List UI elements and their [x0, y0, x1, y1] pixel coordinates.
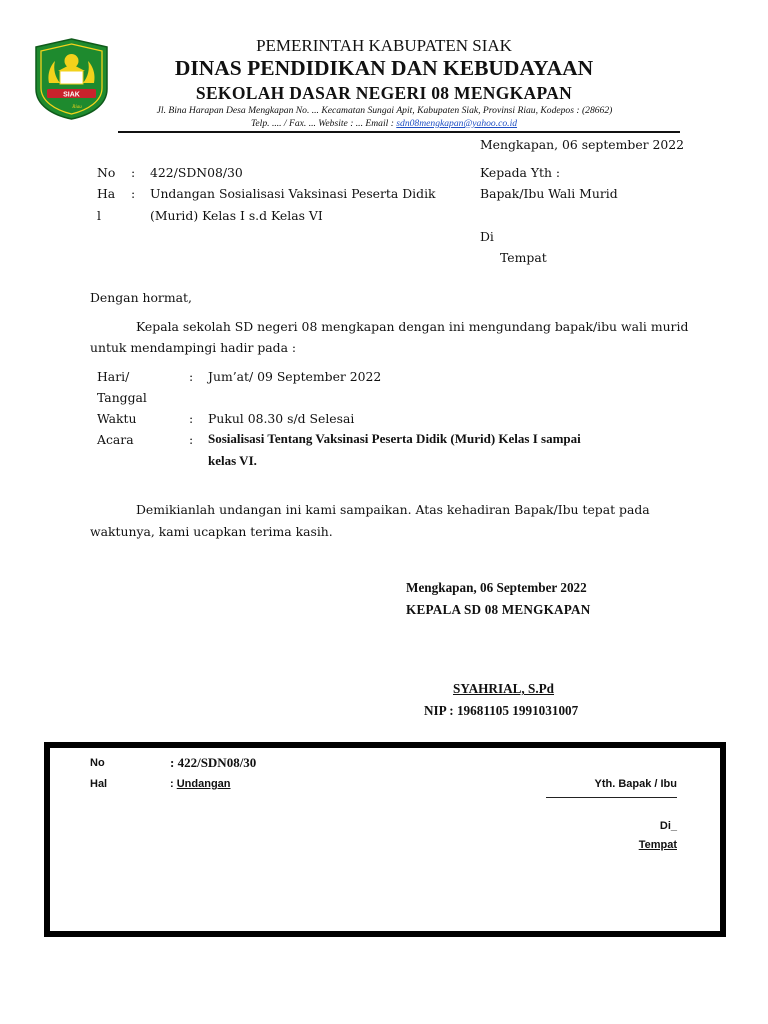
event-label: Acara	[97, 432, 134, 447]
recipient-name: Bapak/Ibu Wali Murid	[480, 186, 618, 201]
envelope-recipient: Yth. Bapak / Ibu	[594, 778, 677, 790]
hal-label-part1: Ha	[97, 186, 116, 201]
letterhead-department: DINAS PENDIDIKAN DAN KEBUDAYAAN	[174, 56, 594, 80]
letterhead-address: Jl. Bina Harapan Desa Mengkapan No. ... Kecamatan Sungai Apit, Kabupaten Siak, Provinsi Riau, Kodepos : (28662)	[156, 105, 613, 116]
envelope-recipient-line	[546, 797, 677, 798]
letter-date: Mengkapan, 06 september 2022	[480, 137, 685, 152]
recipient-di: Di	[480, 229, 494, 244]
letterhead-divider	[118, 131, 680, 133]
siak-regency-logo	[33, 37, 110, 121]
svg-text:SIAK: SIAK	[63, 91, 80, 99]
hal-label-part2: l	[97, 208, 101, 223]
signature-name: SYAHRIAL, S.Pd	[453, 681, 555, 696]
envelope-no-label: No	[90, 757, 105, 769]
letterhead-government: PEMERINTAH KABUPATEN SIAK	[256, 36, 512, 55]
envelope-no-value: : 422/SDN08/30	[170, 755, 257, 770]
event-description-2: kelas VI.	[208, 453, 257, 468]
event-colon: :	[189, 432, 194, 447]
signature-nip: NIP : 19681105 1991031007	[424, 703, 579, 718]
no-colon: :	[131, 165, 136, 180]
envelope-tempat: Tempat	[638, 839, 677, 851]
time-colon: :	[189, 411, 194, 426]
time-label: Waktu	[97, 411, 137, 426]
envelope-hal-label: Hal	[90, 778, 108, 790]
recipient-kepada: Kepada Yth :	[480, 165, 561, 180]
greeting: Dengan hormat,	[90, 290, 192, 305]
contact-prefix: Telp. .... / Fax. ... Website : ... Email :	[250, 118, 397, 129]
day-label-2: Tanggal	[97, 390, 147, 405]
signature-title: KEPALA SD 08 MENGKAPAN	[406, 602, 591, 617]
letterhead-school-name: SEKOLAH DASAR NEGERI 08 MENGKAPAN	[195, 83, 573, 103]
no-label: No	[97, 165, 116, 180]
email-link[interactable]: sdn08mengkapan@yahoo.co.id	[396, 118, 518, 129]
event-day-date: Jum’at/ 09 September 2022	[208, 369, 382, 384]
closing-line-1: Demikianlah undangan ini kami sampaikan. Atas kehadiran Bapak/Ibu tepat pada	[136, 502, 650, 517]
envelope-hal-value: : Undangan	[170, 778, 231, 790]
day-colon: :	[189, 369, 194, 384]
event-time: Pukul 08.30 s/d Selesai	[208, 411, 355, 426]
letter-number: 422/SDN08/30	[150, 165, 243, 180]
envelope-di: Di_	[659, 820, 677, 832]
letterhead-contact	[140, 118, 628, 129]
intro-line-1: Kepala sekolah SD negeri 08 mengkapan dengan ini mengundang bapak/ibu wali murid	[136, 319, 689, 334]
closing-line-2: waktunya, kami ucapkan terima kasih.	[90, 524, 333, 539]
hal-colon: :	[131, 186, 136, 201]
subject-line-2: (Murid) Kelas I s.d Kelas VI	[150, 208, 323, 223]
day-label-1: Hari/	[97, 369, 130, 384]
event-description-1: Sosialisasi Tentang Vaksinasi Peserta Didik (Murid) Kelas I sampai	[208, 431, 581, 446]
signature-place-date: Mengkapan, 06 September 2022	[406, 580, 587, 595]
recipient-tempat: Tempat	[500, 250, 547, 265]
subject-line-1: Undangan Sosialisasi Vaksinasi Peserta Didik	[150, 186, 436, 201]
intro-line-2: untuk mendampingi hadir pada :	[90, 340, 297, 355]
svg-text:Riau: Riau	[72, 105, 82, 110]
